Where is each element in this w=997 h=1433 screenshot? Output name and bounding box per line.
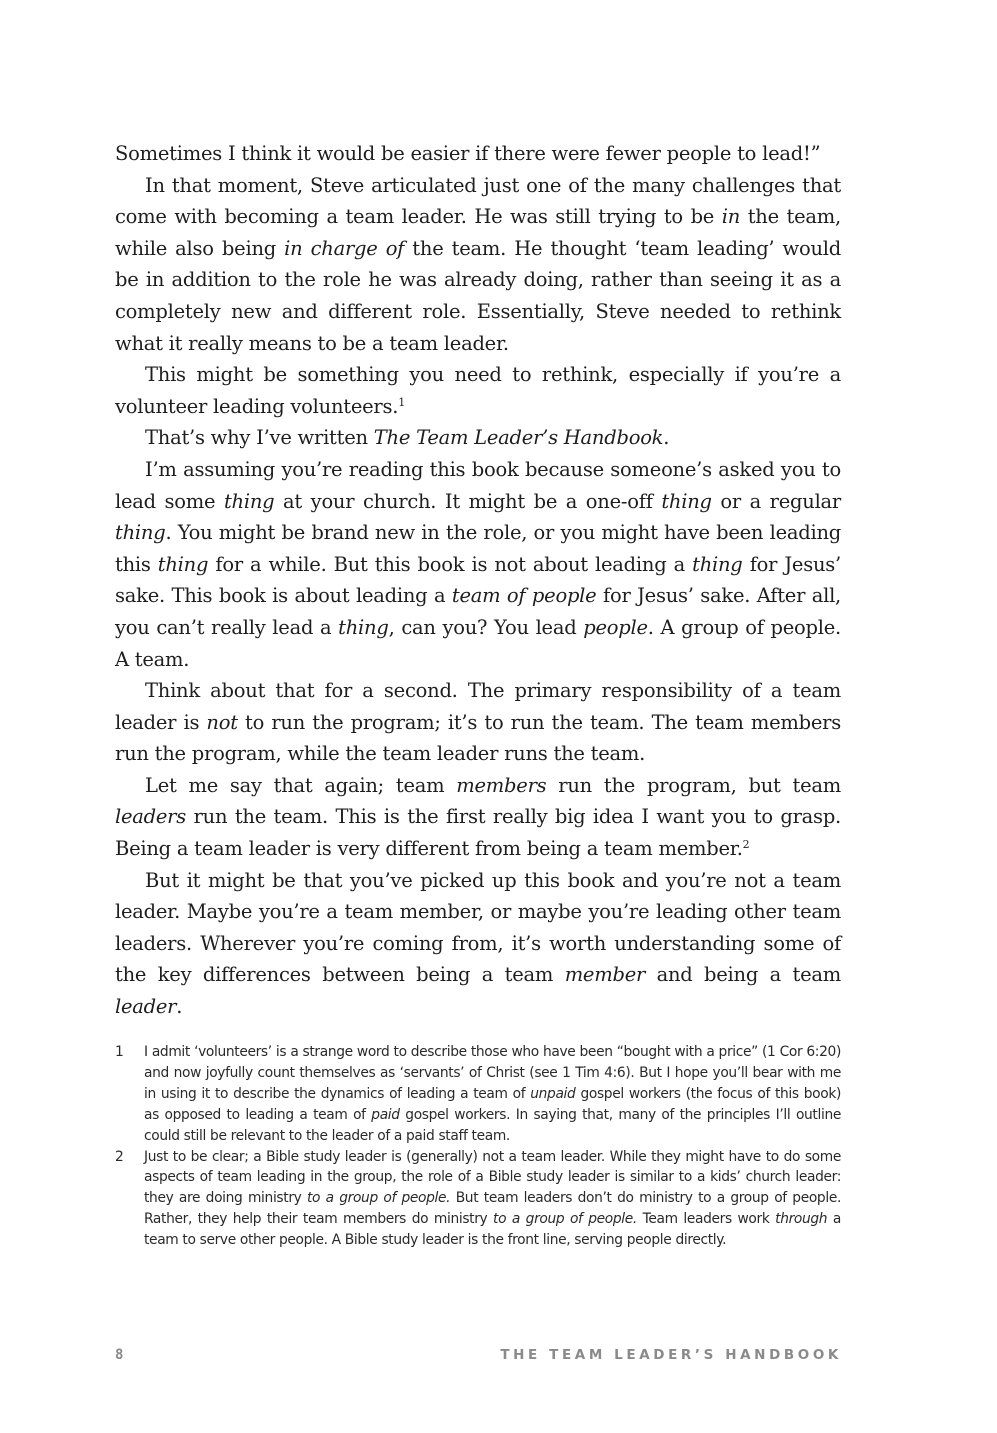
paragraph	[115, 454, 841, 675]
text-run: gospel workers. In saying that, many of the principles I’ll outline could still be relevant to the leader of a paid staff team.	[144, 1106, 841, 1144]
emphasis: member	[564, 963, 646, 987]
text-run: the team, while also being	[115, 205, 841, 260]
text-run: for Jesus’ sake. After all, you can’t really lead a	[115, 584, 841, 639]
footnotes	[115, 1042, 841, 1251]
footnote-number: 1	[115, 1044, 124, 1060]
text-run: the team. He thought ‘team leading’ would be in addition to the role he was already doing, rather than seeing it as a completely new and different role. Essentially, Steve needed to rethink what it really means to be a team leader.	[115, 236, 841, 355]
text-run: .	[663, 426, 670, 450]
text-run: Team leaders work	[636, 1211, 776, 1228]
emphasis: not	[206, 710, 238, 734]
text-run: Sometimes I think it would be easier if there were fewer people to lead!”	[115, 142, 821, 165]
paragraph	[115, 770, 841, 865]
emphasis: thing	[338, 615, 389, 639]
emphasis: paid	[371, 1106, 400, 1123]
paragraph	[115, 422, 841, 454]
text-run: Think about that for a second. The primary responsibility of a team leader is	[115, 679, 841, 734]
text-run: . A group of people. A team.	[115, 615, 841, 671]
emphasis: to a group of people.	[493, 1211, 637, 1228]
text-run: for Jesus’ sake. This book is about leading a	[115, 552, 841, 608]
text-run: run the program, but team	[546, 773, 841, 797]
text-run: a team to serve other people. A Bible study leader is the front line, serving people directly.	[144, 1211, 842, 1249]
page-number: 8	[115, 1347, 124, 1363]
emphasis: in charge of	[284, 236, 405, 260]
text-run: Let me say that again; team	[145, 773, 457, 797]
text-run: at your church. It might be a one-off	[274, 489, 662, 513]
emphasis: unpaid	[530, 1085, 576, 1102]
paragraph	[115, 675, 841, 770]
running-head: THE TEAM LEADER’S HANDBOOK	[500, 1347, 842, 1363]
text-run: This might be something you need to rethink, especially if you’re a volunteer leading volunteers.	[115, 363, 841, 418]
emphasis: leaders	[115, 805, 187, 829]
text-run: and being a team	[645, 963, 841, 987]
text-run: I admit ‘volunteers’ is a strange word to describe those who have been “bought with a price” (1 Cor 6:20) and now joyfully count themselves as ‘servants’ of Christ (see 1 Tim 4:6). But I hope you’ll bear with me in using it to describe the dynamics of leading a team of	[144, 1044, 841, 1102]
text-run: .	[176, 995, 183, 1019]
text-run: But it might be that you’ve picked up this book and you’re not a team leader. Maybe you’re a team member, or maybe you’re leading other team leaders. Wherever you’re coming from, it’s worth understanding some of the key differences between being a team	[115, 868, 841, 987]
paragraph	[115, 138, 841, 170]
emphasis: leader	[115, 995, 177, 1019]
emphasis: thing	[692, 552, 743, 576]
emphasis: to a group of people.	[306, 1190, 451, 1207]
emphasis: team of people	[451, 584, 597, 608]
paragraph	[115, 170, 841, 360]
footnote-ref[interactable]: 2	[742, 838, 750, 852]
book-title: The Team Leader’s Handbook	[373, 426, 664, 450]
text-run: run the team. This is the first really big idea I want you to grasp. Being a team leader is very different from being a team member.	[115, 805, 841, 861]
footnote-number: 2	[115, 1148, 124, 1165]
text-run: That’s why I’ve written	[145, 426, 374, 450]
text-run: gospel workers (the focus of this book) as opposed to leading a team of	[144, 1085, 842, 1123]
footnote-ref[interactable]: 1	[398, 395, 406, 409]
text-run: or a regular	[711, 489, 841, 513]
emphasis: thing	[115, 521, 166, 545]
text-run: But team leaders don’t do ministry to a group of people. Rather, they help their team members do ministry	[144, 1190, 841, 1228]
footnote	[115, 1042, 841, 1147]
body-text	[115, 138, 841, 1023]
emphasis: in	[721, 205, 741, 229]
emphasis: people	[583, 615, 648, 639]
paragraph	[115, 865, 841, 1023]
emphasis: thing	[157, 552, 209, 576]
emphasis: members	[456, 773, 547, 797]
text-run: Just to be clear; a Bible study leader is (generally) not a team leader. While they might have to do some aspects of team leading in the group, the role of a Bible study leader is similar to a kids’ church leader: they are doing ministry	[144, 1148, 841, 1207]
footnote	[115, 1147, 841, 1252]
emphasis: through	[775, 1211, 828, 1228]
emphasis: thing	[223, 489, 275, 513]
paragraph	[115, 359, 841, 422]
text-run: , can you? You lead	[388, 615, 584, 639]
emphasis: thing	[661, 489, 712, 513]
text-run: . You might be brand new in the role, or you might have been leading this	[115, 521, 841, 576]
text-run: In that moment, Steve articulated just one of the many challenges that come with becoming a team leader. He was still trying to be	[115, 173, 841, 229]
text-run: I’m assuming you’re reading this book because someone’s asked you to lead some	[115, 457, 841, 513]
text-run: to run the program; it’s to run the team. The team members run the program, while the team leader runs the team.	[115, 710, 841, 766]
text-run: for a while. But this book is not about leading a	[208, 552, 693, 576]
